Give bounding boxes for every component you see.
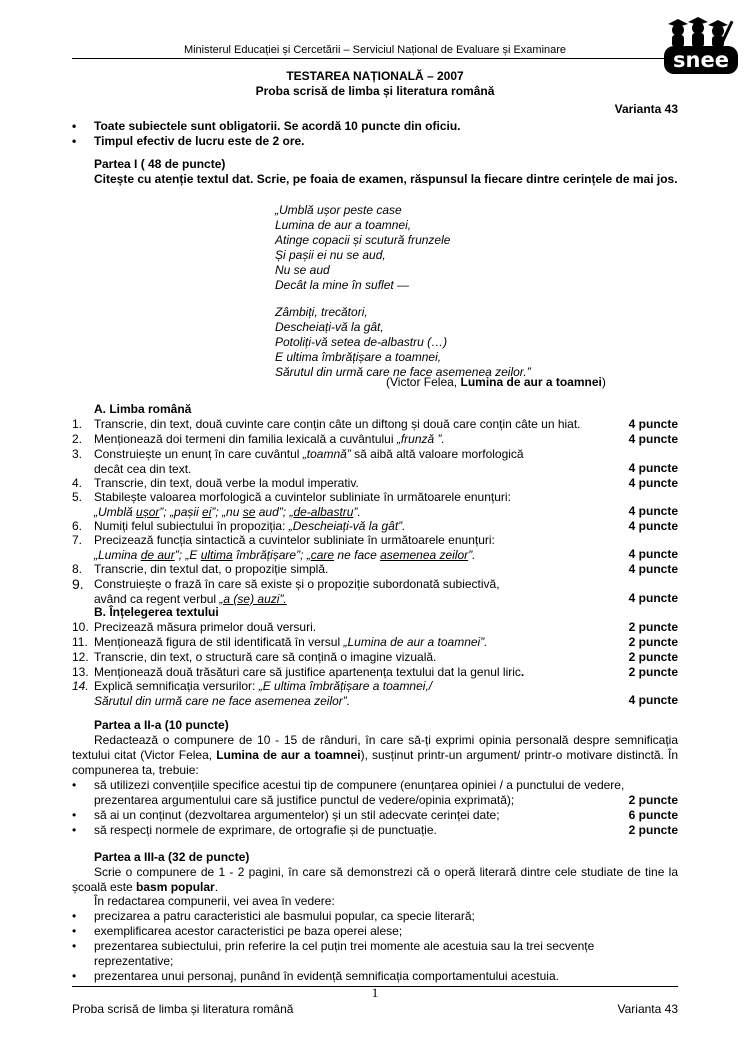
part3-requirement: • prezentarea unui personaj, punând în evidență semnificația comportamentului acestuia. (72, 969, 559, 983)
poem-line: Nu se aud (275, 263, 330, 277)
bullet-icon: • (72, 808, 77, 822)
variant-label: Varianta 43 (614, 102, 678, 116)
snee-logo (660, 14, 740, 76)
svg-text:snee: snee (673, 48, 729, 72)
part2-requirement: • să utilizezi convențiile specifice acestui tip de compunere (enunțarea opiniei / a punctului de vedere, prezentarea argumentului care să justifice punctul de vedere/opinia exprimată); 2 puncte (72, 778, 678, 807)
bullet-icon: • (72, 924, 77, 938)
question-item: 1. Transcrie, din text, două cuvinte care conțin câte un diftong și două care conțin câte un hiat. 4 puncte (72, 417, 678, 431)
page-number: 1 (371, 985, 379, 1000)
exam-title: TESTAREA NAȚIONALĂ – 2007 (286, 69, 464, 83)
poem-stanza-2 (275, 305, 531, 380)
bullet-icon: • (72, 909, 77, 923)
poem-line: Sărutul din urmă care ne face asemenea zeilor.” (275, 365, 531, 379)
question-item: 14. Explică semnificația versurilor: „E ultima îmbrățișare a toamnei,/ Sărutul din urmă care ne face asemenea zeilor”. 4 puncte (72, 679, 678, 708)
bullet-icon: • (72, 823, 77, 837)
general-bullet: • Timpul efectiv de lucru este de 2 ore. (72, 134, 305, 148)
question-item: 10. Precizează măsura primelor două versuri. 2 puncte (72, 620, 678, 634)
poem-line: Decât la mine în suflet — (275, 278, 410, 292)
general-bullet: • Toate subiectele sunt obligatorii. Se acordă 10 puncte din oficiu. (72, 119, 461, 133)
bullet-icon: • (72, 119, 77, 133)
part3-requirement: • exemplificarea acestor caracteristici pe baza operei alese; (72, 924, 403, 938)
bullet-icon: • (72, 134, 77, 148)
question-item: 12. Transcrie, din text, o structură care să conțină o imagine vizuală. 2 puncte (72, 650, 678, 664)
poem-line: Atinge copacii și scutură frunzele (275, 233, 451, 247)
part2-instruction: Redactează o compunere de 10 - 15 de rânduri, în care să-ți exprimi opinia personală despre semnificația textului citat (Victor Felea, Lumina de aur a toamnei), susținut printr-un argument/ printr-o motivare distinctă. În compunerea ta, trebuie: (72, 733, 679, 777)
part1-instruction: Citește cu atenție textul dat. Scrie, pe foaia de examen, răspunsul la fiecare dintre cerințele de mai jos. (94, 172, 678, 186)
question-item: 8. Transcrie, din textul dat, o propoziție simplă. 4 puncte (72, 562, 678, 576)
question-item: 9. Construiește o frază în care să existe și o propoziție subordonată subiectivă, având ca regent verbul „a (se) auzi”. 4 puncte (72, 576, 678, 606)
poem-source: (Victor Felea, Lumina de aur a toamnei) (386, 375, 606, 389)
question-item: 2. Menționează doi termeni din familia lexicală a cuvântului „frunză ”. 4 puncte (72, 432, 678, 446)
part3-requirement: • prezentarea subiectului, prin referire la cel puțin trei momente ale acestuia sau la trei secvențe reprezentative; (72, 939, 595, 968)
poem-line: Lumina de aur a toamnei, (275, 218, 412, 232)
part3-requirement: • precizarea a patru caracteristici ale basmului popular, ca specie literară; (72, 909, 475, 923)
question-item: 4. Transcrie, din text, două verbe la modul imperativ. 4 puncte (72, 476, 678, 490)
exam-subtitle: Proba scrisă de limba și literatura română (255, 84, 495, 98)
bullet-icon: • (72, 939, 77, 953)
ministry-header: Ministerul Educației și Cercetării – Serviciul Național de Evaluare și Examinare (183, 44, 567, 56)
part2-heading: Partea a II-a (10 puncte) (94, 718, 229, 732)
poem-line: Zâmbiți, trecători, (275, 305, 368, 319)
part1-heading: Partea I ( 48 de puncte) (94, 157, 226, 171)
header-rule (72, 58, 678, 59)
question-item: 13. Menționează două trăsături care să justifice apartenența textului dat la genul liric. 2 puncte (72, 665, 678, 679)
footer-right: Varianta 43 (617, 1002, 678, 1016)
poem-line: E ultima îmbrățișare a toamnei, (275, 350, 442, 364)
part2-requirement: • să respecți normele de exprimare, de ortografie și de punctuație. 2 puncte (72, 823, 678, 837)
bullet-icon: • (72, 778, 77, 792)
poem-line: Și pașii ei nu se aud, (275, 248, 386, 262)
question-item: 7. Precizează funcția sintactică a cuvintelor subliniate în următoarele enunțuri: „Lumina de aur”; „E ultima îmbrățișare”; „care ne face asemenea zeilor”. 4 puncte (72, 533, 678, 562)
question-item: 5. Stabilește valoarea morfologică a cuvintelor subliniate în următoarele enunțuri: „Umblă ușor”; „pașii ei”; „nu se aud”; „de-albastru”. 4 puncte (72, 490, 678, 519)
question-item: 6. Numiți felul subiectului în propoziția: „Descheiați-vă la gât”. 4 puncte (72, 519, 678, 533)
poem-line: Potoliți-vă setea de-albastru (…) (275, 335, 448, 349)
part2-requirement: • să ai un conținut (dezvoltarea argumentelor) și un stil adecvate cerinței date; 6 puncte (72, 808, 678, 822)
bullet-icon: • (72, 969, 77, 983)
part3-lead: În redactarea compunerii, vei avea în vedere: (94, 894, 335, 908)
section-a-heading: A. Limba română (94, 402, 192, 416)
poem-line: Descheiați-vă la gât, (275, 320, 384, 334)
poem-stanza-1 (275, 203, 450, 293)
part3-instruction: Scrie o compunere de 1 - 2 pagini, în care să demonstrezi că o operă literară dintre cele studiate de tine la școală este basm popular. (72, 865, 678, 894)
question-item: 3. Construiește un enunț în care cuvântul „toamnă” să aibă altă valoare morfologică decât cea din text. 4 puncte (72, 447, 678, 476)
part3-heading: Partea a III-a (32 de puncte) (94, 850, 250, 864)
question-item: 11. Menționează figura de stil identificată în versul „Lumina de aur a toamnei”. 2 puncte (72, 635, 678, 649)
poem-line: „Umblă ușor peste case (275, 203, 402, 217)
footer-left: Proba scrisă de limba și literatura română (72, 1002, 294, 1016)
section-b-heading: B. Înțelegerea textului (94, 605, 219, 619)
